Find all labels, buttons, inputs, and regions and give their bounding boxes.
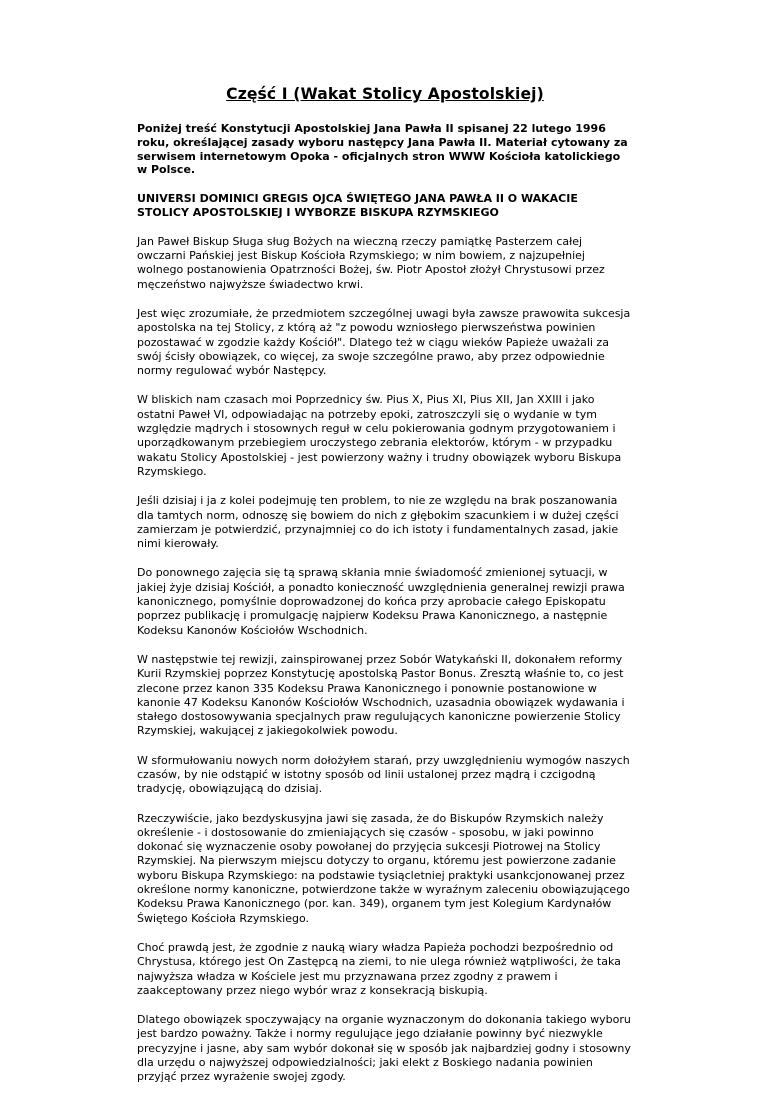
body-paragraph-8: Rzeczywiście, jako bezdyskusyjna jawi się zasada, że do Biskupów Rzymskich należy określenie - i dostosowanie do zmieniających się czasów - sposobu, w jaki powinno dokonać się wyznaczenie osoby powołanej do przyjęcia sukcesji Piotrowej na Stolicy Rzymskiej. Na pierwszym miejscu dotyczy to organu, któremu jest powierzone zadanie wyboru Biskupa Rzymskiego: na podstawie tysiącletniej praktyki usankcjonowanej przez określone normy kanoniczne, potwierdzone także w wyraźnym zaleceniu obowiązującego Kodeksu Prawa Kanonicznego (por. kan. 349), organem tym jest Kolegium Kardynałów Świętego Kościoła Rzymskiego. [137, 811, 630, 925]
body-paragraph-7: W sformułowaniu nowych norm dołożyłem starań, przy uwzględnieniu wymogów naszych czasów, by nie odstąpić w istotny sposób od linii ustalonej przez mądrą i czcigodną tradycję, obowiązującą do dzisiaj. [137, 753, 630, 796]
body-paragraph-2: Jest więc zrozumiałe, że przedmiotem szczególnej uwagi była zawsze prawowita sukcesja apostolska na tej Stolicy, z którą aż "z powodu wzniosłego pierwszeństwa powinien pozostawać w zgodzie każdy Kościół". Dlatego też w ciągu wieków Papieże uważali za swój ścisły obowiązek, co więcej, za swoje szczególne prawo, aby przez odpowiednie normy regulować wybór Następcy. [137, 306, 631, 378]
document-page [137, 84, 633, 1100]
body-paragraph-3: W bliskich nam czasach moi Poprzednicy św. Pius X, Pius XI, Pius XII, Jan XXIII i jako ostatni Paweł VI, odpowiadając na potrzeby epoki, zatroszczyli się o wydanie w tym względzie mądrych i stosownych reguł w celu pokierowania godnym przygotowaniem i uporządkowanym przebiegiem uroczystego zebrania elektorów, którym - w przypadku wakatu Stolicy Apostolskiej - jest powierzony ważny i trudny obowiązek wyboru Biskupa Rzymskiego. [137, 393, 622, 478]
intro-paragraph: Poniżej treść Konstytucji Apostolskiej Jana Pawła II spisanej 22 lutego 1996 roku, określającej zasady wyboru następcy Jana Pawła II. Materiał cytowany za serwisem internetowym Opoka - oficjalnych stron WWW Kościoła katolickiego w Polsce. [137, 122, 628, 177]
body-paragraph-4: Jeśli dzisiaj i ja z kolei podejmuję ten problem, to nie ze względu na brak poszanowania dla tamtych norm, odnoszę się bowiem do nich z głębokim szacunkiem i w dużej części zamierzam je potwierdzić, przynajmniej co do ich istoty i fundamentalnych zasad, jakie nimi kierowały. [137, 494, 619, 551]
body-paragraph-1: Jan Paweł Biskup Sługa sług Bożych na wieczną rzeczy pamiątkę Pasterzem całej owczarni Pańskiej jest Biskup Kościoła Rzymskiego; w nim bowiem, z najzupełniej wolnego postanowienia Opatrzności Bożej, św. Piotr Apostoł złożył Chrystusowi przez męczeństwo najwyższe świadectwo krwi. [137, 234, 605, 291]
body-paragraph-10: Dlatego obowiązek spoczywający na organie wyznaczonym do dokonania takiego wyboru jest bardzo poważny. Także i normy regulujące jego działanie powinny być niezwykle precyzyjne i jasne, aby sam wybór dokonał się w sposób jak najbardziej godny i stosowny dla urzędu o najwyższej odpowiedzialności; jaki elekt z Boskiego nadania powinien przyjąć przez wyrażenie swojej zgody. [137, 1013, 631, 1084]
body-paragraph-9: Choć prawdą jest, że zgodnie z nauką wiary władza Papieża pochodzi bezpośrednio od Chrystusa, którego jest On Zastępcą na ziemi, to nie ulega również wątpliwości, że taka najwyższa władza w Kościele jest mu przyznawana przez zgodny z prawem i zaakceptowany przez niego wybór wraz z konsekracją biskupią. [137, 940, 621, 997]
body-paragraph-6: W następstwie tej rewizji, zainspirowanej przez Sobór Watykański II, dokonałem reformy Kurii Rzymskiej poprzez Konstytucję apostolską Pastor Bonus. Zresztą właśnie to, co jest zlecone przez kanon 335 Kodeksu Prawa Kanonicznego i ponownie postanowione w kanonie 47 Kodeksu Kanonów Kościołów Wschodnich, uzasadnia obowiązek wydawania i stałego dostosowywania specjalnych praw regulujących kanoniczne powierzenie Stolicy Rzymskiej, wakującej z jakiegokolwiek powodu. [137, 652, 625, 738]
page-title: Część I (Wakat Stolicy Apostolskiej) [226, 85, 544, 103]
document-heading: UNIVERSI DOMINICI GREGIS OJCA ŚWIĘTEGO JANA PAWŁA II O WAKACIE STOLICY APOSTOLSKIEJ I WYBORZE BISKUPA RZYMSKIEGO [137, 192, 578, 219]
body-paragraph-5: Do ponownego zajęcia się tą sprawą skłania mnie świadomość zmienionej sytuacji, w jakiej żyje dzisiaj Kościół, a ponadto konieczność uwzględnienia generalnej rewizji prawa kanonicznego, pomyślnie doprowadzonej do końca przy aprobacie całego Episkopatu poprzez publikację i promulgację najpierw Kodeksu Prawa Kanonicznego, a następnie Kodeksu Kanonów Kościołów Wschodnich. [137, 566, 625, 637]
